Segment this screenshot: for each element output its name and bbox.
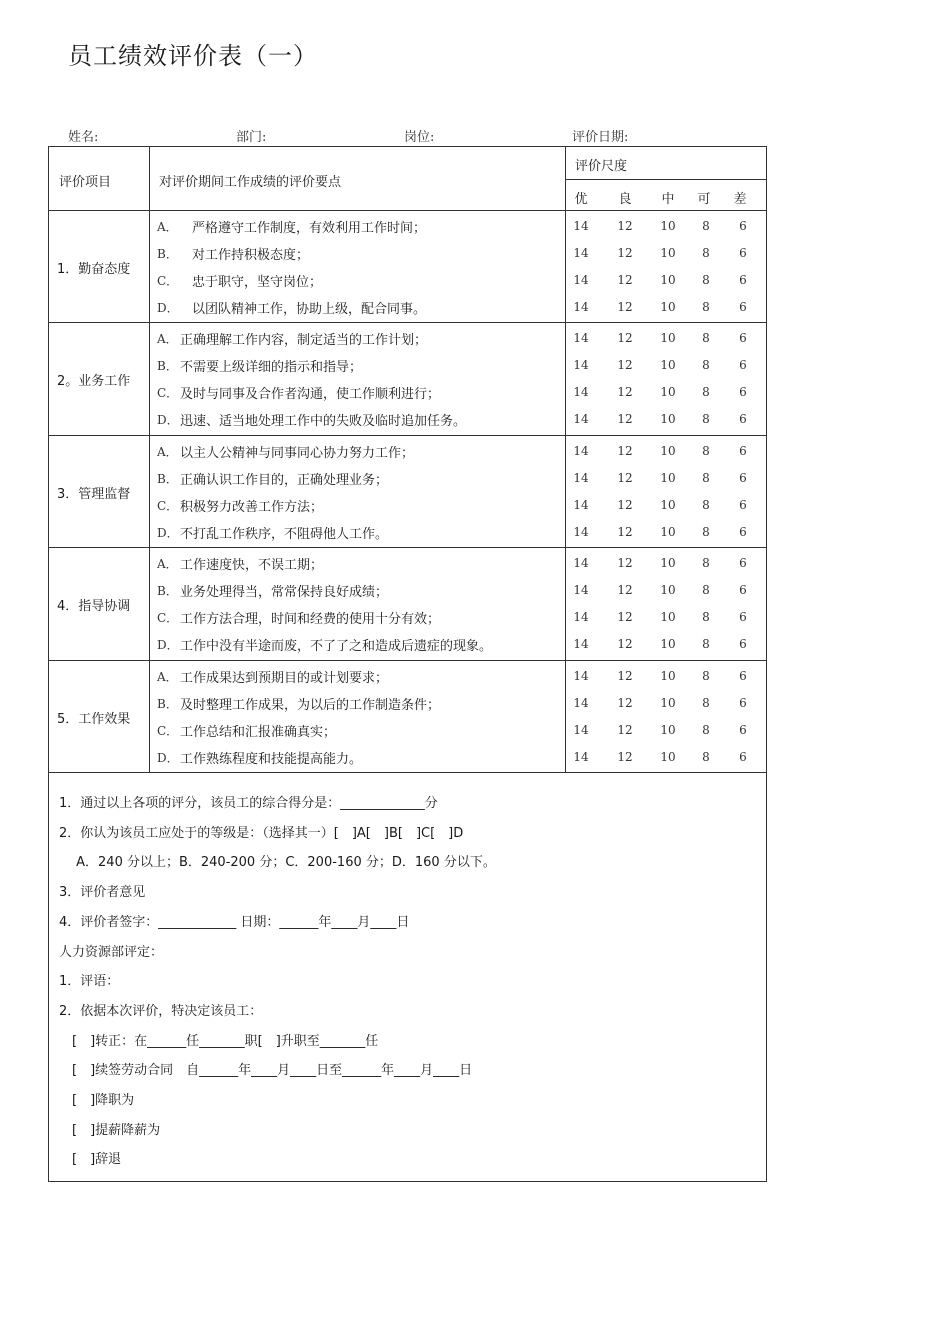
criterion-text: 以主人公精神与同事同心协力努力工作； xyxy=(180,446,415,461)
score-option[interactable]: 14 xyxy=(573,637,589,651)
score-option[interactable]: 6 xyxy=(739,723,747,737)
score-option[interactable]: 10 xyxy=(660,525,676,539)
score-option[interactable]: 14 xyxy=(573,471,589,485)
criterion-text: 正确认识工作目的，正确处理业务； xyxy=(180,473,389,488)
criterion-letter: A． xyxy=(157,445,178,459)
divider xyxy=(49,547,767,548)
score-option[interactable]: 12 xyxy=(617,246,633,260)
section-label: 4．指导协调 xyxy=(57,599,131,614)
form-line: A．240 分以上；B．240-200 分；C．200-160 分；D．160 分以下。 xyxy=(59,855,496,870)
score-option[interactable]: 6 xyxy=(739,412,747,426)
criterion-text: 工作中没有半途而废，不了了之和造成后遗症的现象。 xyxy=(180,639,493,654)
section-label: 1．勤奋态度 xyxy=(57,262,131,277)
form-line: 2．你认为该员工应处于的等级是：（选择其一）[ ]A[ ]B[ ]C[ ]D xyxy=(59,826,464,841)
criterion-text: 及时与同事及合作者沟通，使工作顺利进行； xyxy=(180,387,441,402)
criterion-letter: C． xyxy=(157,611,179,625)
dept-label: 部门: xyxy=(236,130,267,145)
criterion-letter: C． xyxy=(157,724,179,738)
criterion-letter: D． xyxy=(157,751,179,765)
score-option[interactable]: 14 xyxy=(573,219,589,233)
divider xyxy=(49,772,767,773)
score-option[interactable]: 10 xyxy=(660,300,676,314)
score-option[interactable]: 12 xyxy=(617,471,633,485)
criterion-letter: B． xyxy=(157,697,178,711)
score-option[interactable]: 10 xyxy=(660,358,676,372)
divider xyxy=(49,435,767,436)
criterion-letter: C． xyxy=(157,274,179,288)
criterion-letter: D． xyxy=(157,638,179,652)
score-option[interactable]: 8 xyxy=(702,331,710,345)
criterion-letter: B． xyxy=(157,472,178,486)
score-option[interactable]: 8 xyxy=(702,412,710,426)
score-option[interactable]: 6 xyxy=(739,583,747,597)
criterion-letter: C． xyxy=(157,499,179,513)
score-option[interactable]: 6 xyxy=(739,471,747,485)
criterion-letter: D． xyxy=(157,301,179,315)
position-label: 岗位: xyxy=(404,130,435,145)
grade-good: 良 xyxy=(618,192,632,207)
criterion-letter: B． xyxy=(157,584,178,598)
score-option[interactable]: 14 xyxy=(573,385,589,399)
form-line: [ ]提薪降薪为 xyxy=(59,1123,161,1138)
score-option[interactable]: 6 xyxy=(739,525,747,539)
criterion-text: 不需要上级详细的指示和指导； xyxy=(180,360,363,375)
score-option[interactable]: 8 xyxy=(702,219,710,233)
criterion-text: 工作熟练程度和技能提高能力。 xyxy=(180,752,363,767)
score-option[interactable]: 10 xyxy=(660,331,676,345)
divider xyxy=(49,322,767,323)
criterion-letter: D． xyxy=(157,413,179,427)
criterion-text: 业务处理得当，常常保持良好成绩； xyxy=(180,585,389,600)
score-option[interactable]: 10 xyxy=(660,637,676,651)
score-option[interactable]: 8 xyxy=(702,246,710,260)
score-option[interactable]: 14 xyxy=(573,331,589,345)
score-option[interactable]: 6 xyxy=(739,444,747,458)
score-option[interactable]: 12 xyxy=(617,300,633,314)
score-option[interactable]: 14 xyxy=(573,498,589,512)
score-option[interactable]: 10 xyxy=(660,723,676,737)
name-label: 姓名: xyxy=(68,130,99,145)
score-option[interactable]: 8 xyxy=(702,444,710,458)
score-option[interactable]: 14 xyxy=(573,273,589,287)
score-option[interactable]: 14 xyxy=(573,556,589,570)
score-option[interactable]: 12 xyxy=(617,498,633,512)
criterion-letter: A． xyxy=(157,332,178,346)
score-option[interactable]: 14 xyxy=(573,723,589,737)
score-option[interactable]: 10 xyxy=(660,246,676,260)
score-option[interactable]: 6 xyxy=(739,556,747,570)
score-option[interactable]: 12 xyxy=(617,669,633,683)
score-option[interactable]: 8 xyxy=(702,471,710,485)
score-option[interactable]: 8 xyxy=(702,696,710,710)
score-option[interactable]: 8 xyxy=(702,385,710,399)
score-option[interactable]: 14 xyxy=(573,412,589,426)
score-option[interactable]: 8 xyxy=(702,556,710,570)
section-label: 2。业务工作 xyxy=(57,374,131,389)
criterion-text: 忠于职守，坚守岗位； xyxy=(192,275,323,290)
score-option[interactable]: 10 xyxy=(660,471,676,485)
score-option[interactable]: 6 xyxy=(739,669,747,683)
header-scale: 评价尺度 xyxy=(575,159,628,174)
score-option[interactable]: 14 xyxy=(573,696,589,710)
form-line: 1．通过以上各项的评分，该员工的综合得分是：_____________分 xyxy=(59,796,438,811)
criterion-letter: A． xyxy=(157,557,178,571)
criterion-text: 及时整理工作成果，为以后的工作制造条件； xyxy=(180,698,441,713)
score-option[interactable]: 14 xyxy=(573,358,589,372)
score-option[interactable]: 10 xyxy=(660,498,676,512)
score-option[interactable]: 12 xyxy=(617,331,633,345)
form-line: 1．评语： xyxy=(59,974,120,989)
score-option[interactable]: 8 xyxy=(702,525,710,539)
date-label: 评价日期: xyxy=(572,130,629,145)
score-option[interactable]: 6 xyxy=(739,331,747,345)
score-option[interactable]: 8 xyxy=(702,723,710,737)
score-option[interactable]: 12 xyxy=(617,273,633,287)
score-option[interactable]: 12 xyxy=(617,696,633,710)
score-option[interactable]: 6 xyxy=(739,358,747,372)
score-option[interactable]: 10 xyxy=(660,219,676,233)
grade-excellent: 优 xyxy=(574,192,588,207)
form-line: [ ]降职为 xyxy=(59,1093,135,1108)
score-option[interactable]: 14 xyxy=(573,750,589,764)
score-option[interactable]: 14 xyxy=(573,444,589,458)
evaluation-form xyxy=(48,146,767,1182)
score-option[interactable]: 12 xyxy=(617,723,633,737)
score-option[interactable]: 8 xyxy=(702,273,710,287)
criterion-letter: A． xyxy=(157,670,178,684)
score-option[interactable]: 8 xyxy=(702,358,710,372)
score-option[interactable]: 12 xyxy=(617,219,633,233)
score-option[interactable]: 14 xyxy=(573,583,589,597)
divider xyxy=(149,147,150,772)
section-label: 3．管理监督 xyxy=(57,487,131,502)
score-option[interactable]: 6 xyxy=(739,696,747,710)
score-option[interactable]: 8 xyxy=(702,498,710,512)
divider xyxy=(49,210,767,211)
grade-medium: 中 xyxy=(661,192,675,207)
form-line: 人力资源部评定： xyxy=(59,945,164,960)
page-title: 员工绩效评价表（一） xyxy=(68,42,318,70)
score-option[interactable]: 8 xyxy=(702,637,710,651)
score-option[interactable]: 14 xyxy=(573,300,589,314)
criterion-text: 对工作持积极态度； xyxy=(192,248,310,263)
score-option[interactable]: 8 xyxy=(702,583,710,597)
score-option[interactable]: 6 xyxy=(739,610,747,624)
form-line: [ ]辞退 xyxy=(59,1152,122,1167)
score-option[interactable]: 14 xyxy=(573,669,589,683)
criterion-text: 工作方法合理，时间和经费的使用十分有效； xyxy=(180,612,441,627)
score-option[interactable]: 8 xyxy=(702,610,710,624)
criterion-text: 工作成果达到预期目的或计划要求； xyxy=(180,671,389,686)
criterion-text: 工作速度快，不误工期； xyxy=(180,558,324,573)
header-points: 对评价期间工作成绩的评价要点 xyxy=(159,175,342,190)
divider xyxy=(565,147,566,772)
criterion-text: 严格遵守工作制度，有效利用工作时间； xyxy=(192,221,427,236)
score-option[interactable]: 12 xyxy=(617,444,633,458)
score-option[interactable]: 10 xyxy=(660,412,676,426)
score-option[interactable]: 6 xyxy=(739,273,747,287)
score-option[interactable]: 10 xyxy=(660,556,676,570)
score-option[interactable]: 12 xyxy=(617,525,633,539)
section-label: 5．工作效果 xyxy=(57,712,131,727)
form-line: [ ]续签劳动合同 自______年____月____日至______年____月____日 xyxy=(59,1063,473,1078)
criterion-letter: C． xyxy=(157,386,179,400)
score-option[interactable]: 6 xyxy=(739,300,747,314)
criterion-letter: B． xyxy=(157,359,178,373)
score-option[interactable]: 6 xyxy=(739,750,747,764)
score-option[interactable]: 12 xyxy=(617,385,633,399)
grade-poor: 差 xyxy=(733,192,747,207)
form-line: 2．依据本次评价，特决定该员工： xyxy=(59,1004,263,1019)
score-option[interactable]: 10 xyxy=(660,444,676,458)
score-option[interactable]: 12 xyxy=(617,637,633,651)
score-option[interactable]: 10 xyxy=(660,610,676,624)
score-option[interactable]: 12 xyxy=(617,583,633,597)
form-line: 3．评价者意见 xyxy=(59,885,146,900)
score-option[interactable]: 10 xyxy=(660,583,676,597)
score-option[interactable]: 8 xyxy=(702,669,710,683)
divider xyxy=(49,660,767,661)
score-option[interactable]: 14 xyxy=(573,525,589,539)
score-option[interactable]: 10 xyxy=(660,669,676,683)
score-option[interactable]: 6 xyxy=(739,385,747,399)
form-line: [ ]转正：在______任_______职[ ]升职至_______任 xyxy=(59,1034,379,1049)
score-option[interactable]: 6 xyxy=(739,246,747,260)
score-option[interactable]: 6 xyxy=(739,498,747,512)
score-option[interactable]: 10 xyxy=(660,273,676,287)
criterion-text: 积极努力改善工作方法； xyxy=(180,500,324,515)
criterion-letter: B． xyxy=(157,247,178,261)
header-item: 评价项目 xyxy=(59,175,112,190)
score-option[interactable]: 6 xyxy=(739,637,747,651)
criterion-text: 工作总结和汇报准确真实； xyxy=(180,725,337,740)
score-option[interactable]: 14 xyxy=(573,246,589,260)
score-option[interactable]: 10 xyxy=(660,385,676,399)
criterion-text: 不打乱工作秩序，不阻碍他人工作。 xyxy=(180,527,389,542)
score-option[interactable]: 6 xyxy=(739,219,747,233)
grade-fair: 可 xyxy=(697,192,711,207)
score-option[interactable]: 14 xyxy=(573,610,589,624)
score-option[interactable]: 12 xyxy=(617,610,633,624)
score-option[interactable]: 12 xyxy=(617,412,633,426)
score-option[interactable]: 8 xyxy=(702,300,710,314)
criterion-letter: D． xyxy=(157,526,179,540)
criterion-text: 迅速、适当地处理工作中的失败及临时追加任务。 xyxy=(180,414,467,429)
score-option[interactable]: 8 xyxy=(702,750,710,764)
criterion-letter: A． xyxy=(157,220,178,234)
score-option[interactable]: 10 xyxy=(660,696,676,710)
form-line: 4．评价者签字：____________ 日期：______年____月____日 xyxy=(59,915,410,930)
score-option[interactable]: 12 xyxy=(617,556,633,570)
score-option[interactable]: 12 xyxy=(617,358,633,372)
divider xyxy=(566,179,767,180)
criterion-text: 以团队精神工作，协助上级，配合同事。 xyxy=(192,302,427,317)
score-option[interactable]: 10 xyxy=(660,750,676,764)
criterion-text: 正确理解工作内容，制定适当的工作计划； xyxy=(180,333,428,348)
score-option[interactable]: 12 xyxy=(617,750,633,764)
